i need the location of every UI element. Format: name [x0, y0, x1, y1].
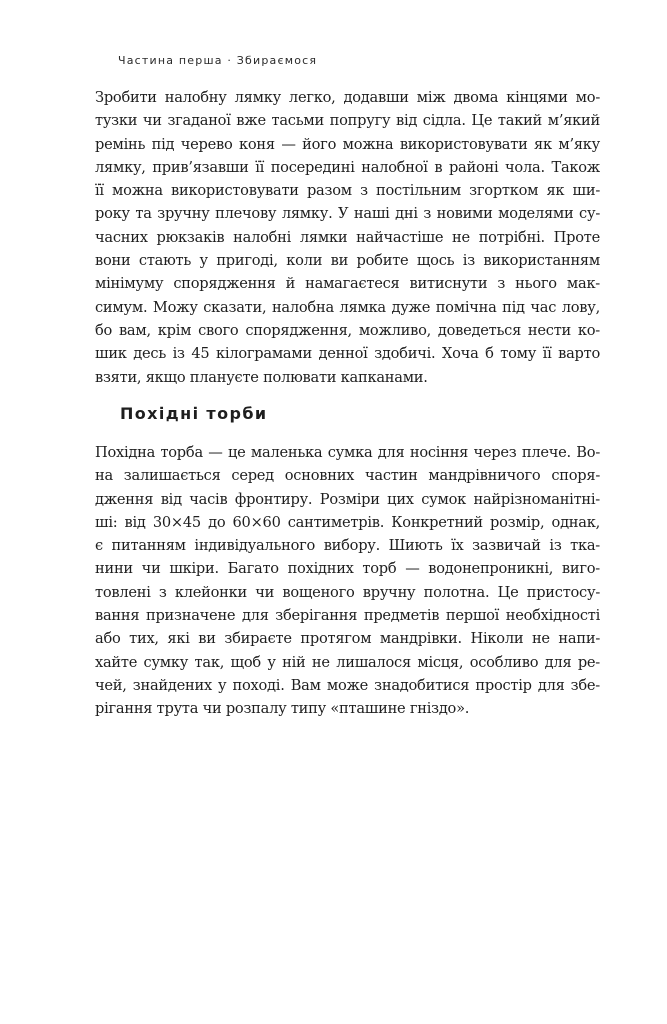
- text-line: мінімуму спорядження й намагаєтеся витиснути з нього мак-: [95, 275, 600, 293]
- text-line: Похідна торба — це маленька сумка для носіння через плече. Во-: [95, 444, 600, 461]
- text-line: Зробити налобну лямку легко, додавши між двома кінцями мо-: [95, 89, 600, 106]
- text-line: є питанням індивідуального вибору. Шиють їх зазвичай із тка-: [95, 537, 600, 555]
- text-line: лямку, прив’язавши її посередині налобної в районі чола. Також: [95, 158, 600, 176]
- text-line: вання призначене для зберігання предметів першої необхідності: [95, 607, 600, 625]
- text-line: товлені з клейонки чи вощеного вручну полотна. Це пристосу-: [95, 583, 600, 601]
- running-head: Частина перша · Збираємося: [118, 54, 318, 67]
- text-line: чей, знайдених у поході. Вам може знадобитися простір для збе-: [95, 676, 600, 694]
- text-line: ші: від 30×45 до 60×60 сантиметрів. Конкретний розмір, однак,: [95, 513, 600, 531]
- text-line: взяти, якщо плануєте полювати капканами.: [95, 368, 428, 386]
- text-line: або тих, які ви збираєте протягом мандрівки. Ніколи не напи-: [95, 630, 600, 648]
- text-line: вони стають у пригоді, коли ви робите щось із використанням: [95, 252, 600, 270]
- text-line: нини чи шкіри. Багато похідних торб — водонепроникні, виго-: [95, 560, 600, 578]
- paragraph-travel-bags: [95, 441, 600, 721]
- text-line: тузки чи згаданої вже тасьми попругу від сідла. Це такий м’який: [95, 112, 600, 130]
- text-line: ремінь під черево коня — його можна використовувати як м’яку: [95, 135, 600, 153]
- text-line: її можна використовувати разом з постільним згортком як ши-: [95, 182, 600, 200]
- text-line: шик десь із 45 кілограмами денної здобичі. Хоча б тому її варто: [95, 345, 600, 363]
- text-line: рігання трута чи розпалу типу «пташине гніздо».: [95, 700, 470, 718]
- text-line: часних рюкзаків налобні лямки найчастіше не потрібні. Проте: [95, 228, 600, 246]
- text-line: симум. Можу сказати, налобна лямка дуже помічна під час лову,: [95, 298, 600, 316]
- text-line: року та зручну плечову лямку. У наші дні з новими моделями су-: [95, 205, 600, 223]
- text-line: на залишається серед основних частин мандрівничого споря-: [95, 467, 600, 485]
- text-line: дження від часів фронтиру. Розміри цих сумок найрізноманітні-: [95, 490, 600, 508]
- section-heading: Похідні торби: [120, 404, 268, 423]
- paragraph-head-strap: [95, 86, 600, 389]
- text-line: бо вам, крім свого спорядження, можливо, доведеться нести ко-: [95, 321, 600, 339]
- text-line: хайте сумку так, щоб у ній не лишалося місця, особливо для ре-: [95, 653, 600, 671]
